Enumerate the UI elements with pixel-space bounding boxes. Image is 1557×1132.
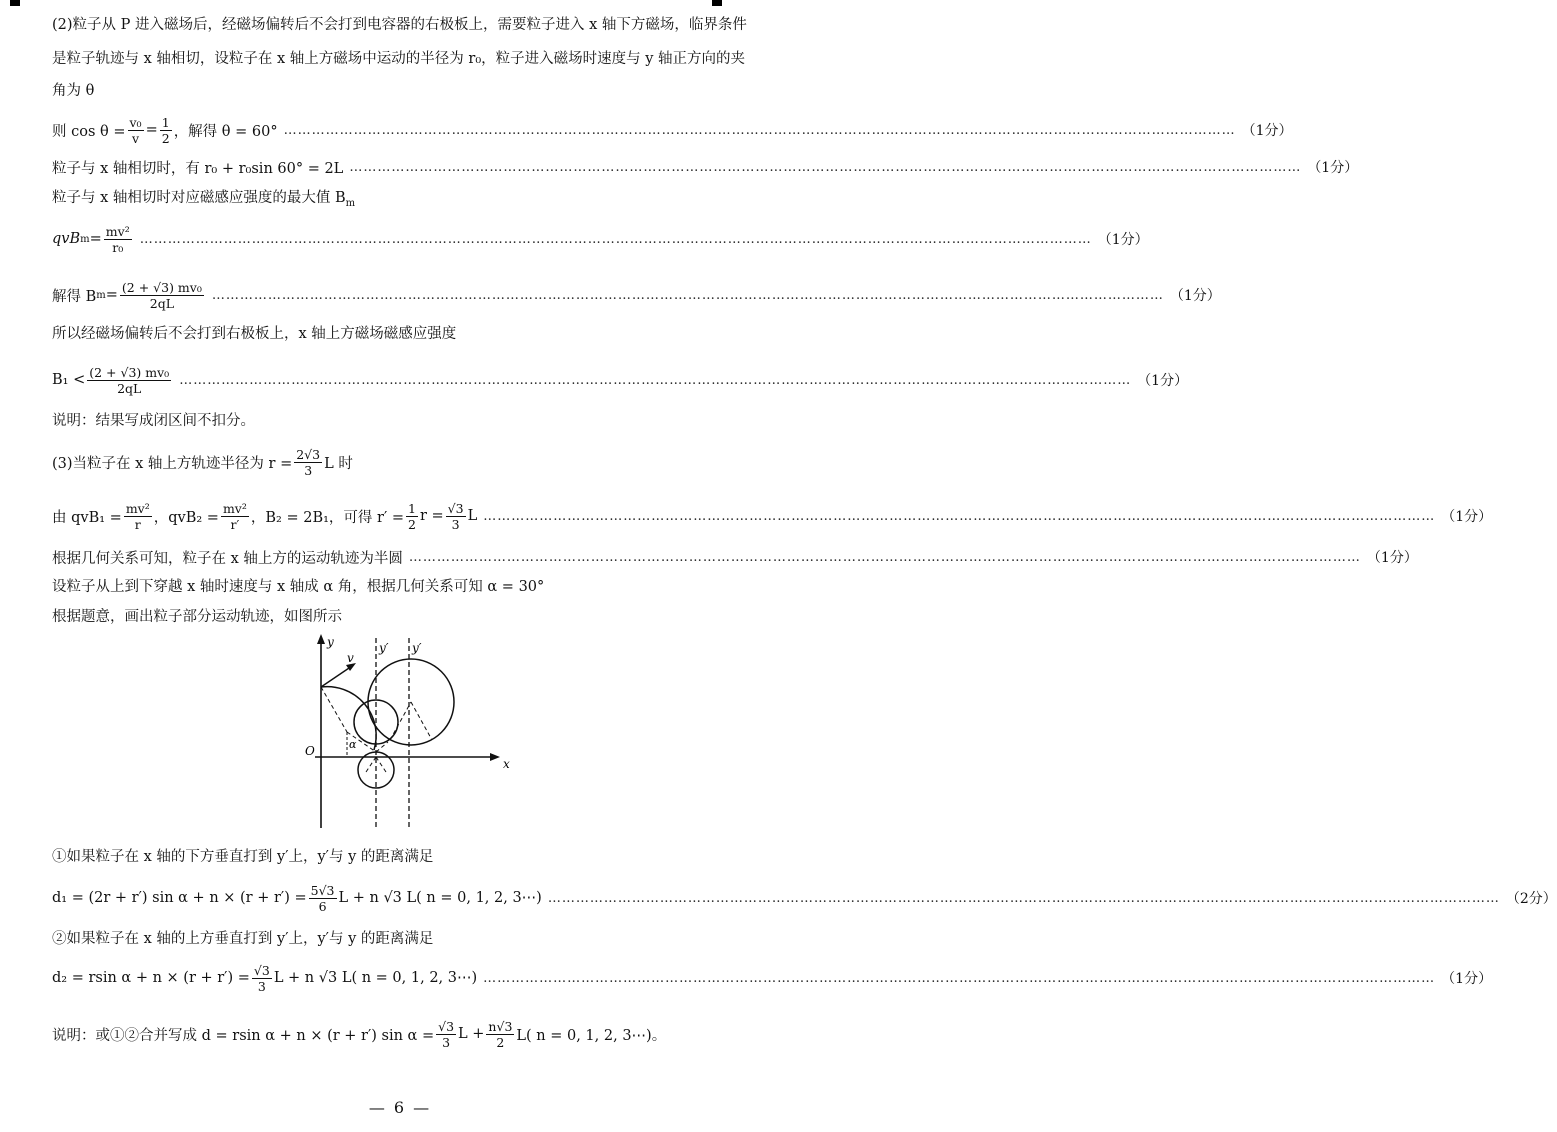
fraction-denominator: 2qL — [149, 295, 175, 311]
fraction-numerator: √3 — [447, 500, 464, 516]
leader-dots: …………………………………………………………………………………………………………………………………………………………………………………… — [283, 122, 1236, 138]
equation-text: L 时 — [324, 455, 353, 472]
fraction-numerator: n√3 — [488, 1018, 513, 1034]
equation-text: L( n = 0, 1, 2, 3⋯)。 — [516, 1027, 667, 1044]
fraction-denominator: 3 — [451, 516, 460, 532]
equation-text: 根据几何关系可知，粒子在 x 轴上方的运动轨迹为半圆 — [52, 550, 403, 567]
fraction — [87, 365, 171, 396]
equation-text: 则 cos θ = — [52, 123, 126, 140]
equation-tangent — [52, 155, 1359, 179]
fraction-denominator: 2qL — [117, 380, 142, 396]
score-label: （1分） — [1169, 288, 1221, 304]
fraction-denominator: 3 — [257, 978, 266, 994]
fraction — [446, 501, 466, 532]
equation-text: = — [105, 287, 118, 303]
leader-dots: …………………………………………………………………………………………………………………………………………………………………………………… — [408, 549, 1361, 565]
equation-d1 — [52, 876, 1557, 920]
fraction-numerator: (2 + √3) mv₀ — [89, 364, 170, 380]
page-number: — 6 — — [368, 1098, 432, 1117]
fraction — [128, 115, 144, 146]
part2-intro-line: (2)粒子从 P 进入磁场后，经磁场偏转后不会打到电容器的右极板上，需要粒子进入 x 轴下方磁场，临界条件 — [52, 17, 747, 33]
fraction-denominator: r — [134, 516, 141, 532]
fraction — [294, 447, 322, 478]
part3-intro — [52, 440, 772, 484]
fraction — [160, 115, 172, 146]
fraction — [252, 963, 272, 994]
equation-text: qvB — [52, 231, 81, 247]
construction-line — [321, 687, 347, 732]
fraction-numerator: (2 + √3) mv₀ — [121, 279, 202, 295]
axis-label-y-prime: y′ — [412, 641, 422, 655]
fraction-numerator: mv² — [222, 500, 247, 516]
equation-semicircle — [52, 545, 1418, 569]
equation-text: d₂ = rsin α + n × (r + r′) = — [52, 970, 250, 986]
fraction — [221, 501, 249, 532]
score-label: （1分） — [1137, 373, 1189, 389]
equation-radius-relation — [52, 494, 1493, 538]
leader-dots: …………………………………………………………………………………………………………………………………………………………………………………… — [483, 970, 1436, 986]
velocity-vector — [321, 666, 352, 687]
scan-corner-mark — [712, 0, 722, 6]
fraction-denominator: r₀ — [112, 239, 124, 255]
score-label: （1分） — [1097, 232, 1149, 248]
angle-label-alpha: α — [349, 738, 357, 751]
equation-text: r = — [419, 508, 444, 524]
origin-label: O — [305, 744, 315, 758]
fraction-denominator: 2 — [408, 516, 416, 532]
part2-intro-line: 是粒子轨迹与 x 轴相切，设粒子在 x 轴上方磁场中运动的半径为 r₀，粒子进入磁场时速度与 y 轴正方向的夹 — [52, 51, 746, 67]
equation-text: ，解得 θ = 60° — [173, 123, 278, 140]
equation-text: L + — [458, 1026, 485, 1042]
text-line-figure: 根据题意，画出粒子部分运动轨迹，如图所示 — [52, 609, 342, 625]
fraction-numerator: mv² — [105, 223, 130, 239]
equation-text: L — [467, 508, 478, 524]
equation-text: 解得 B — [52, 288, 97, 305]
equation-d2 — [52, 956, 1493, 1000]
fraction-numerator: 2√3 — [296, 446, 321, 462]
fraction-numerator: mv² — [125, 500, 150, 516]
axis-label-y-prime: y′ — [379, 641, 389, 655]
part2-intro-line: 角为 θ — [52, 83, 95, 99]
construction-line — [366, 757, 376, 772]
fraction-numerator: 1 — [408, 500, 416, 516]
fraction — [120, 280, 204, 311]
case1-line: ①如果粒子在 x 轴的下方垂直打到 y′上，y′与 y 的距离满足 — [52, 849, 434, 865]
text-line-bm: 粒子与 x 轴相切时对应磁感应强度的最大值 $B_m$ — [52, 190, 356, 209]
fraction-numerator: v₀ — [129, 114, 142, 130]
scan-corner-mark — [10, 0, 20, 6]
note-line: 说明：结果写成闭区间不扣分。 — [52, 413, 255, 429]
equation-bm-solution: 解得 B m = $\frac{\text{(2 + √3) mv₀}}{2qL}$ …………………………………………………………………………………………………………………………………………………………………………………… （1分） — [52, 279, 1221, 311]
y-axis-arrow-icon — [317, 634, 325, 644]
axis-label-x: x — [503, 757, 510, 771]
score-label: （1分） — [1241, 123, 1293, 139]
equation-qvbm: qvB m = $\frac{\text{mv²}}{\text{r₀}}$ …………………………………………………………………………………………………………………………………………………………………………………… （1分） — [52, 223, 1149, 255]
score-label: （1分） — [1307, 160, 1359, 176]
score-label: （2分） — [1505, 891, 1557, 907]
case2-line: ②如果粒子在 x 轴的上方垂直打到 y′上，y′与 y 的距离满足 — [52, 931, 434, 947]
equation-text: (3)当粒子在 x 轴上方轨迹半径为 r = — [52, 455, 293, 472]
note-combined — [52, 1012, 772, 1056]
fraction — [124, 501, 152, 532]
equation-cos-theta — [52, 112, 1293, 148]
text-line-so: 所以经磁场偏转后不会打到右极板上，x 轴上方磁场磁感应强度 — [52, 326, 457, 342]
leader-dots: …………………………………………………………………………………………………………………………………………………………………………………… — [547, 890, 1500, 906]
leader-dots: …………………………………………………………………………………………………………………………………………………………………………………… — [211, 287, 1164, 303]
leader-dots: …………………………………………………………………………………………………………………………………………………………………………………… — [179, 372, 1132, 388]
fraction — [436, 1019, 456, 1050]
fraction-denominator: 3 — [442, 1034, 451, 1050]
equation-b1-bound — [52, 360, 1189, 400]
text-line-alpha: 设粒子从上到下穿越 x 轴时速度与 x 轴成 α 角，根据几何关系可知 α = 30° — [52, 579, 545, 595]
x-axis-arrow-icon — [490, 753, 500, 761]
score-label: （1分） — [1441, 509, 1493, 525]
fraction-numerator: √3 — [438, 1018, 455, 1034]
equation-text: = — [89, 231, 102, 247]
fraction-numerator: 1 — [161, 114, 170, 130]
fraction-denominator: r′ — [230, 516, 240, 532]
fraction-denominator: 6 — [318, 898, 327, 914]
fraction-numerator: √3 — [253, 962, 270, 978]
equation-text: 粒子与 x 轴相切时，有 r₀ + r₀sin 60° = 2L — [52, 160, 344, 177]
leader-dots: …………………………………………………………………………………………………………………………………………………………………………………… — [483, 508, 1436, 524]
fraction — [309, 883, 337, 914]
equation-text: 由 qvB₁ = — [52, 509, 122, 526]
equation-text: L + n √3 L( n = 0, 1, 2, 3⋯) — [273, 970, 478, 986]
construction-line — [376, 757, 386, 772]
fraction-denominator: 2 — [161, 130, 170, 146]
equation-text: L + n √3 L( n = 0, 1, 2, 3⋯) — [338, 890, 542, 906]
score-label: （1分） — [1441, 971, 1493, 987]
fraction-numerator: 5√3 — [310, 882, 335, 898]
fraction — [486, 1019, 514, 1050]
trajectory-figure — [300, 632, 520, 838]
fraction-denominator: 2 — [496, 1034, 505, 1050]
fraction — [104, 224, 132, 255]
fraction-denominator: v — [132, 130, 140, 146]
fraction — [406, 501, 418, 532]
equation-text: B₁ < — [52, 372, 86, 388]
leader-dots: …………………………………………………………………………………………………………………………………………………………………………………… — [349, 159, 1302, 175]
score-label: （1分） — [1366, 550, 1418, 566]
construction-line — [411, 702, 432, 740]
fraction-denominator: 3 — [304, 462, 313, 478]
equation-text: = — [145, 122, 158, 138]
velocity-label: v — [347, 651, 354, 665]
line-text: 粒子与 x 轴相切时对应磁感应强度的最大值 B — [52, 190, 346, 206]
equation-text: ，B₂ = 2B₁，可得 r′ = — [250, 509, 405, 526]
leader-dots: …………………………………………………………………………………………………………………………………………………………………………………… — [139, 231, 1092, 247]
equation-text: 说明：或①②合并写成 d = rsin α + n × (r + r′) sin α = — [52, 1027, 435, 1044]
axis-label-y: y — [327, 635, 334, 649]
equation-text: d₁ = (2r + r′) sin α + n × (r + r′) = — [52, 890, 307, 906]
equation-text: ，qvB₂ = — [153, 509, 219, 526]
